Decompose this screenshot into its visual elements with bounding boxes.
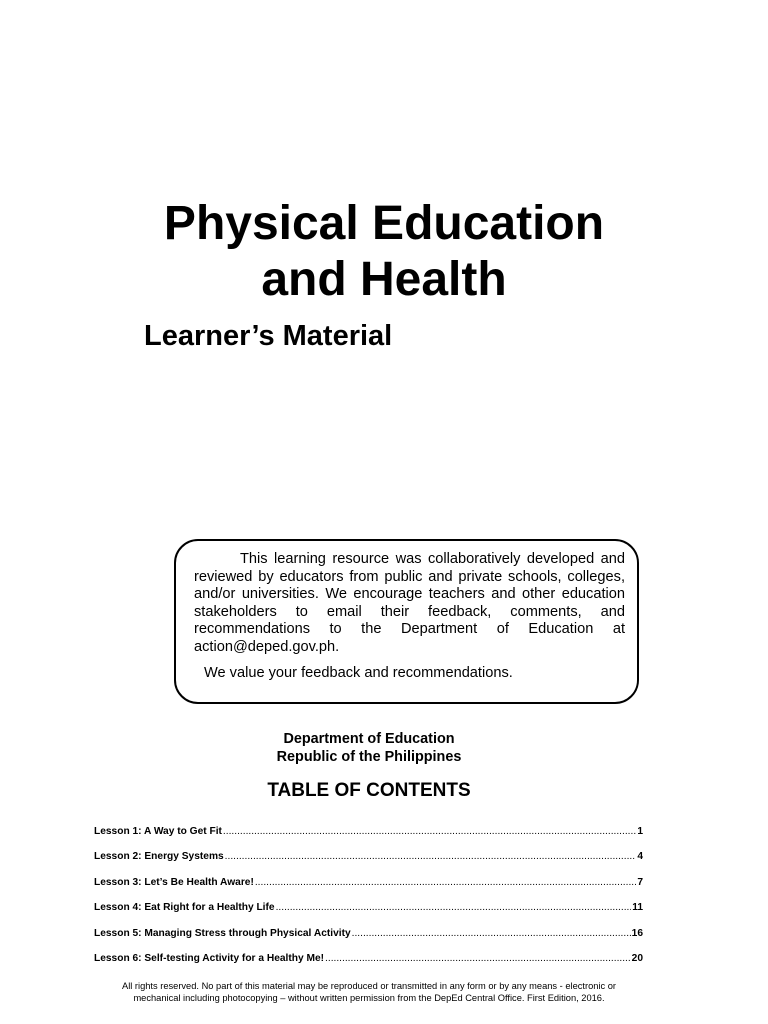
- notice-paragraph-1: This learning resource was collaboratively developed and reviewed by educators from public and private schools, colleges, and/or universities. We encourage teachers and other education stakeholders to email their feedback, comments, and recommendations to the Department of Education at action@deped.gov.ph.: [194, 551, 625, 655]
- department-heading: [0, 731, 738, 766]
- toc-entry[interactable]: [94, 877, 643, 902]
- toc-entry-title: Lesson 1: A Way to Get Fit: [94, 826, 222, 837]
- footer-line-2: mechanical including photocopying – without written permission from the DepEd Central Office. First Edition, 2016.: [133, 992, 605, 1003]
- toc-entry[interactable]: [94, 928, 643, 953]
- title-line-1: Physical Education: [163, 197, 605, 250]
- toc-leader-dots: [276, 902, 632, 913]
- toc-entry-title: Lesson 3: Let’s Be Health Aware!: [94, 876, 254, 888]
- table-of-contents: [94, 826, 643, 978]
- toc-leader-dots: [325, 953, 631, 964]
- toc-entry[interactable]: [94, 953, 643, 978]
- toc-entry-title: Lesson 5: Managing Stress through Physical Activity: [94, 927, 351, 939]
- toc-entry-page: 7: [637, 876, 643, 888]
- toc-entry-title: Lesson 4: Eat Right for a Healthy Life: [94, 902, 275, 914]
- toc-leader-dots: [223, 826, 636, 837]
- toc-entry-title: Lesson 6: Self-testing Activity for a Healthy Me!: [94, 952, 325, 964]
- department-line-2: Republic of the Philippines: [276, 748, 462, 765]
- notice-paragraph-2: We value your feedback and recommendations.: [204, 664, 513, 681]
- toc-entry-page: 1: [637, 826, 643, 837]
- toc-entry-page: 16: [631, 927, 643, 939]
- toc-entry-title: Lesson 2: Energy Systems: [94, 851, 224, 863]
- toc-entry[interactable]: [94, 902, 643, 927]
- toc-entry-page: 4: [637, 851, 643, 863]
- toc-leader-dots: [352, 928, 631, 939]
- toc-entry[interactable]: [94, 826, 643, 851]
- toc-entry[interactable]: [94, 851, 643, 876]
- footer-line-1: All rights reserved. No part of this material may be reproduced or transmitted in any form or by any means - electronic or: [122, 981, 616, 991]
- toc-leader-dots: [225, 851, 637, 862]
- toc-leader-dots: [255, 877, 636, 888]
- toc-entry-page: 11: [632, 902, 643, 914]
- feedback-notice-box: [174, 539, 639, 704]
- toc-heading: TABLE OF CONTENTS: [267, 780, 471, 801]
- toc-entry-page: 20: [631, 952, 643, 964]
- document-subtitle: Learner’s Material: [144, 320, 393, 352]
- document-title: [0, 196, 768, 308]
- department-line-1: Department of Education: [283, 731, 455, 747]
- copyright-footer: [0, 981, 738, 1004]
- title-line-2: and Health: [261, 253, 507, 306]
